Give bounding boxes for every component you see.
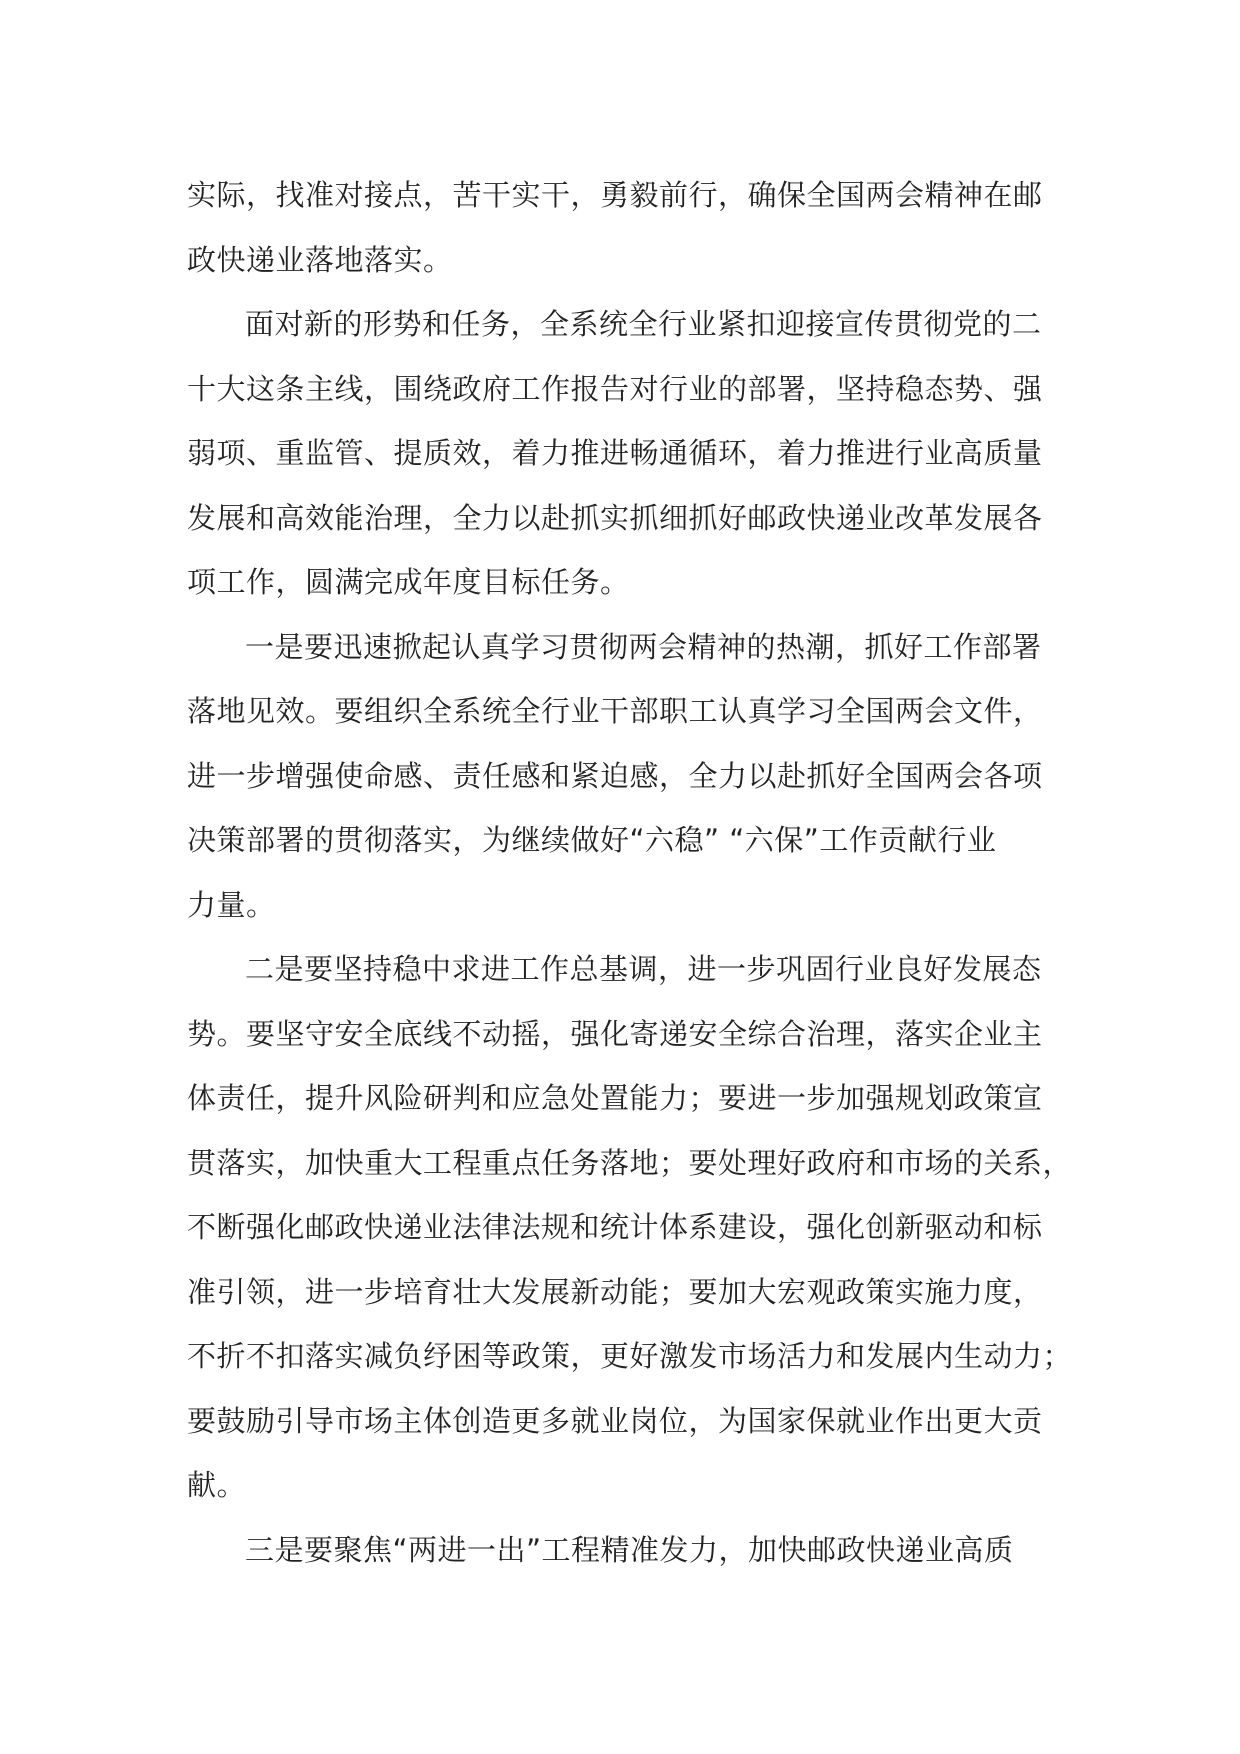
text-line: 献。 bbox=[187, 1468, 247, 1502]
text-line: 弱项、重监管、提质效，着力推进畅通循环，着力推进行业高质量 bbox=[187, 436, 1043, 470]
text-line: 项工作，圆满完成年度目标任务。 bbox=[187, 565, 630, 599]
paragraph-3 bbox=[187, 615, 1087, 938]
text-line: 不断强化邮政快递业法律法规和统计体系建设，强化创新驱动和标 bbox=[187, 1210, 1043, 1244]
paragraph-2 bbox=[187, 292, 1087, 615]
text-line: 势。要坚守安全底线不动摇，强化寄递安全综合治理，落实企业主 bbox=[187, 1016, 1043, 1051]
text-line: 落地见效。要组织全系统全行业干部职工认真学习全国两会文件， bbox=[187, 694, 1043, 728]
document-body bbox=[187, 163, 1087, 1582]
text-line-first: 面对新的形势和任务，全系统全行业紧扣迎接宣传贯彻党的二 bbox=[245, 307, 1042, 341]
text-line-first: 一是要迅速掀起认真学习贯彻两会精神的热潮，抓好工作部署 bbox=[245, 629, 1042, 664]
text-line: 发展和高效能治理，全力以赴抓实抓细抓好邮政快递业改革发展各 bbox=[187, 500, 1043, 535]
text-line: 十大这条主线，围绕政府工作报告对行业的部署，坚持稳态势、强 bbox=[187, 371, 1043, 406]
text-line: 体责任，提升风险研判和应急处置能力；要进一步加强规划政策宣 bbox=[187, 1081, 1043, 1115]
paragraph-1 bbox=[187, 163, 1087, 292]
text-line: 不折不扣落实减负纾困等政策，更好激发市场活力和发展内生动力； bbox=[187, 1339, 1073, 1373]
text-line-first: 二是要坚持稳中求进工作总基调，进一步巩固行业良好发展态 bbox=[245, 952, 1042, 986]
text-line: 实际，找准对接点，苦干实干，勇毅前行，确保全国两会精神在邮 bbox=[187, 178, 1043, 212]
text-line: 力量。 bbox=[187, 887, 276, 922]
text-line: 决策部署的贯彻落实，为继续做好“六稳” “六保”工作贡献行业 bbox=[187, 823, 997, 857]
text-line: 准引领，进一步培育壮大发展新动能；要加大宏观政策实施力度， bbox=[187, 1274, 1043, 1309]
paragraph-4 bbox=[187, 937, 1087, 1518]
text-line-first: 三是要聚焦“两进一出”工程精准发力，加快邮政快递业高质 bbox=[245, 1532, 1014, 1567]
text-line: 政快递业落地落实。 bbox=[187, 242, 453, 277]
paragraph-5 bbox=[187, 1518, 1087, 1583]
text-line: 进一步增强使命感、责任感和紧迫感，全力以赴抓好全国两会各项 bbox=[187, 758, 1043, 793]
text-line: 要鼓励引导市场主体创造更多就业岗位，为国家保就业作出更大贡 bbox=[187, 1403, 1043, 1438]
text-line: 贯落实，加快重大工程重点任务落地；要处理好政府和市场的关系， bbox=[187, 1145, 1073, 1180]
